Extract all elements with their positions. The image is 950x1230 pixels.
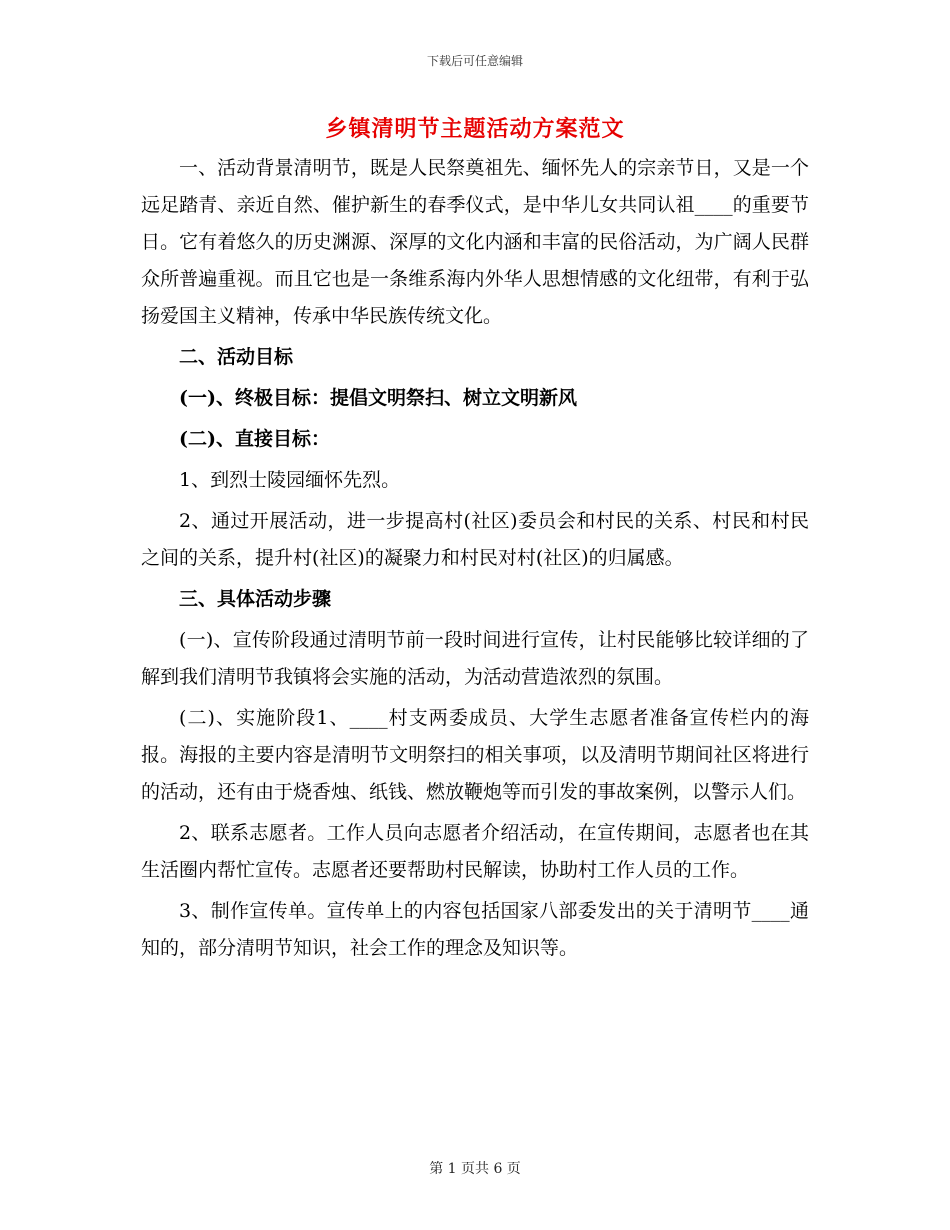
paragraph-implementation-stage: (二)、实施阶段1、____村支两委成员、大学生志愿者准备宣传栏内的海报。海报的主要内容是清明节文明祭扫的相关事项，以及清明节期间社区将进行的活动，还有由于烧香烛、纸钱、燃放鞭炮等而引发的事故案例，以警示人们。 (141, 707, 809, 803)
paragraph-goal-2: 2、通过开展活动，进一步提高村(社区)委员会和村民的关系、村民和村民之间的关系，提升村(社区)的凝聚力和村民对村(社区)的归属感。 (141, 510, 809, 569)
paragraph-volunteers: 2、联系志愿者。工作人员向志愿者介绍活动，在宣传期间，志愿者也在其生活圈内帮忙宣传。志愿者还要帮助村民解读，协助村工作人员的工作。 (141, 822, 809, 881)
document-title: 乡镇清明节主题活动方案范文 (325, 116, 625, 142)
heading-ultimate-goal: (一)、终极目标：提倡文明祭扫、树立文明新风 (179, 387, 577, 409)
heading-direct-goal: (二)、直接目标： (179, 428, 330, 450)
paragraph-goal-1: 1、到烈士陵园缅怀先烈。 (179, 469, 401, 491)
heading-activity-steps: 三、具体活动步骤 (179, 588, 332, 610)
page-footer: 第 1 页共 6 页 (429, 1161, 521, 1177)
document-body (141, 150, 809, 967)
paragraph-leaflets: 3、制作宣传单。宣传单上的内容包括国家八部委发出的关于清明节____通知的，部分清明节知识，社会工作的理念及知识等。 (141, 900, 809, 959)
header-note: 下载后可任意编辑 (426, 54, 523, 68)
heading-activity-goals: 二、活动目标 (179, 346, 294, 368)
paragraph-background: 一、活动背景清明节，既是人民祭奠祖先、缅怀先人的宗亲节日，又是一个远足踏青、亲近自然、催护新生的春季仪式，是中华儿女共同认祖____的重要节日。它有着悠久的历史渊源、深厚的文化内涵和丰富的民俗活动，为广阔人民群众所普遍重视。而且它也是一条维系海内外华人思想情感的文化纽带，有利于弘扬爱国主义精神，传承中华民族传统文化。 (141, 157, 809, 327)
paragraph-publicity-stage: (一)、宣传阶段通过清明节前一段时间进行宣传，让村民能够比较详细的了解到我们清明节我镇将会实施的活动，为活动营造浓烈的氛围。 (141, 629, 809, 688)
